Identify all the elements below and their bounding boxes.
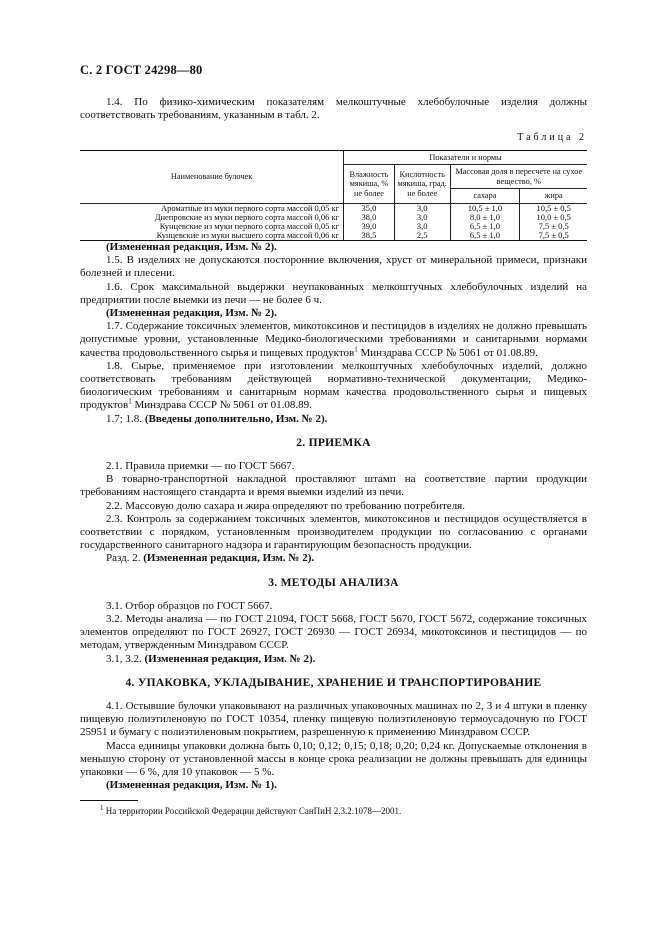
clause-2-1: 2.1. Правила приемки — по ГОСТ 5667. [106,460,295,473]
row-moisture: 39,0 [344,222,395,231]
col-acidity-header: Кислотность мякиша, град. не более [394,165,450,204]
clause-3-2: 3.2. Методы анализа — по ГОСТ 21094, ГОСТ 5668, ГОСТ 5670, ГОСТ 5672, содержание токсичных элементов определяют по ГОСТ 26927, ГОСТ 26930 — ГОСТ 26934, микотоксинов и пестицидов — по методам, утвержденным Минздравом СССР. [80,613,587,652]
clause-1-5: 1.5. В изделиях не допускаются посторонние включения, хруст от минеральной примеси, признаки болезней и плесени. [80,254,587,280]
row-moisture: 35,0 [344,203,395,213]
table-row [80,231,587,241]
footnote-divider [80,800,138,801]
table-caption: Таблица 2 [517,132,587,144]
amendment-note: 3.1, 3.2. (Измененная редакция, Изм. № 2). [106,652,316,665]
amendment-note: 1.7; 1.8. (Введены дополнительно, Изм. № 2). [106,412,328,425]
section-heading: 3. МЕТОДЫ АНАЛИЗА [268,576,399,589]
row-acidity: 2,5 [394,231,450,241]
row-sugar: 6,5 ± 1,0 [450,222,520,231]
footnote: $^1$ На территории Российской Федерации действуют СанПиН 2.3.2.1078—2001. [100,803,402,816]
row-sugar: 8,0 ± 1,0 [450,213,520,222]
clause-2-1-text: В товарно-транспортной накладной проставляют штамп на соответствие партии продукции требованиям настоящего стандарта и время выемки изделий из печи. [80,473,587,499]
section-heading: 4. УПАКОВКА, УКЛАДЫВАНИЕ, ХРАНЕНИЕ И ТРАНСПОРТИРОВАНИЕ [125,676,542,689]
footnote-marker: 1 [100,803,104,812]
row-name: Ароматные из муки первого сорта массой 0,05 кг [80,203,344,213]
amendment-note: (Измененная редакция, Изм. № 2). [106,240,277,253]
row-fat: 7,5 ± 0,5 [520,222,587,231]
col-name-header: Наименование булочек [80,150,344,203]
amendment-note: (Измененная редакция, Изм. № 2). [106,307,277,319]
clause-2-2: 2.2. Массовую долю сахара и жира определяют по требованию потребителя. [106,499,465,512]
table-2 [80,150,587,241]
row-sugar: 6,5 ± 1,0 [450,231,520,241]
row-acidity: 3,0 [394,213,450,222]
footnote-marker: 1 [354,344,358,353]
col-group-header: Показатели и нормы [344,150,587,165]
clause-1-8: 1.8. Сырье, применяемое при изготовлении мелкоштучных хлебобулочных изделий, должно соответствовать требованиям действующей нормативно-технической документации, Медико-биологическим требованиям и санитарным нормам качества продовольственного сырья и пищевых продуктов$^1$ Минздрава СССР № 5061 от 01.08.89. [80,359,587,412]
amendment-note: Разд. 2. (Измененная редакция, Изм. № 2). [106,552,315,565]
footnote-marker: 1 [128,397,132,406]
row-fat: 7,5 ± 0,5 [520,231,587,241]
clause-3-1: 3.1. Отбор образцов по ГОСТ 5667. [106,599,273,612]
col-fat-header: жира [520,189,587,204]
section-heading: 2. ПРИЕМКА [296,436,371,449]
document-body [80,96,587,817]
clause-4-1-mass: Масса единицы упаковки должна быть 0,10; 0,12; 0,15; 0,18; 0,20; 0,24 кг. Допускаемые отклонения в меньшую сторону от установленной массы в конце срока реализации не должны превышать для единицы упаковки — 6 %, для 10 упаковок — 5 %. [80,739,587,779]
row-acidity: 3,0 [394,222,450,231]
row-acidity: 3,0 [394,203,450,213]
clause-1-4: 1.4. По физико-химическим показателям мелкоштучные хлебобулочные изделия должны соответствовать требованиям, указанным в табл. 2. [80,96,587,122]
row-moisture: 38,0 [344,213,395,222]
clause-2-3: 2.3. Контроль за содержанием токсичных элементов, микотоксинов и пестицидов осуществляется в соответствии с порядком, установленным производителем продукции по согласованию с органами государственного санитарного надзора и гарантирующим безопасность продукции. [80,512,587,552]
amendment-note: (Измененная редакция, Изм. № 1). [106,779,277,792]
row-fat: 10,0 ± 0,5 [520,213,587,222]
row-name: Кунцевские из муки высшего сорта массой 0,06 кг [80,231,344,241]
clause-1-6: 1.6. Срок максимальной выдержки неупакованных мелкоштучных хлебобулочных изделий на предприятии после выемки из печи — не более 6 ч. [80,280,587,306]
clause-1-7: 1.7. Содержание токсичных элементов, микотоксинов и пестицидов в изделиях не должно превышать допустимые уровни, установленные Медико-биологическими требованиями и санитарными нормами качества продовольственного сырья и пищевых продуктов$^1$ Минздрава СССР № 5061 от 01.08.89. [80,320,587,359]
clause-4-1: 4.1. Остывшие булочки упаковывают на различных упаковочных машинах по 2, 3 и 4 штуки в пленку пищевую полиэтиленовую по ГОСТ 10354, пленку пищевую полиэтиленовую термоусадочную по ГОСТ 25951 и бумагу с полиэтиленовым покрытием, разрешенную к применению Минздравом СССР. [80,700,587,739]
col-mass-header: Массовая доля в пересчете на сухое вещество, % [450,165,587,189]
row-moisture: 38,5 [344,231,395,241]
row-sugar: 10,5 ± 1,0 [450,203,520,213]
col-sugar-header: сахара [450,189,520,204]
page-header: С. 2 ГОСТ 24298—80 [80,63,203,77]
row-fat: 10,5 ± 0,5 [520,203,587,213]
col-moisture-header: Влажность мякиша, % не более [344,165,395,204]
row-name: Днепровские из муки первого сорта массой 0,06 кг [80,213,344,222]
row-name: Кунцевские из муки первого сорта массой 0,05 кг [80,222,344,231]
